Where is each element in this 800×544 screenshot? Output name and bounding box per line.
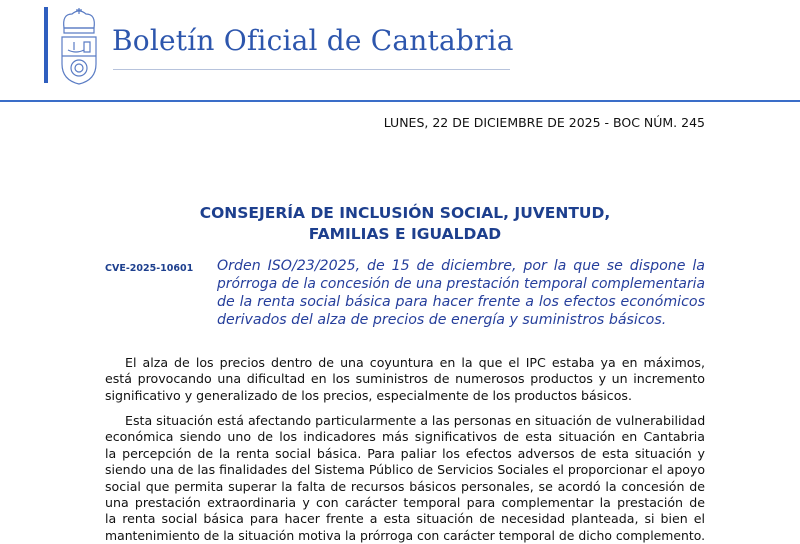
department-heading-line1: CONSEJERÍA DE INCLUSIÓN SOCIAL, JUVENTUD, bbox=[199, 204, 611, 222]
text-line: significativo y generalizado de los precios, especialmente de los productos básicos. bbox=[105, 387, 632, 403]
publication-title: Boletín Oficial de Cantabria bbox=[112, 24, 514, 57]
text-line: una prestación extraordinaria y con carácter temporal para complementar la prestación de bbox=[105, 495, 705, 511]
department-heading-line2: FAMILIAS E IGUALDAD bbox=[308, 225, 502, 243]
order-title-line: prórroga de la concesión de una prestación temporal complementaria bbox=[217, 276, 705, 292]
text-line: la percepción de la renta social básica. Para paliar los efectos adversos de esta situación y bbox=[105, 445, 705, 461]
order-title-line: de la renta social básica para hacer frente a los efectos económicos bbox=[217, 294, 705, 310]
text-line: está provocando una dificultad en los suministros de numerosos productos y un incremento bbox=[105, 371, 705, 387]
paragraph-1 bbox=[105, 355, 705, 404]
order-title bbox=[217, 257, 705, 329]
text-line: económica siendo uno de los indicadores más significativos de esta situación en Cantabria bbox=[105, 429, 705, 445]
order-title-line: derivados del alza de precios de energía y suministros básicos. bbox=[217, 312, 667, 328]
header-accent-bar bbox=[44, 7, 48, 83]
cantabria-coat-of-arms-icon bbox=[56, 6, 102, 86]
cve-code: CVE-2025-10601 bbox=[105, 263, 194, 274]
header-divider bbox=[0, 100, 800, 102]
department-heading bbox=[105, 203, 705, 245]
paragraph-2 bbox=[105, 413, 705, 544]
text-line: El alza de los precios dentro de una coyuntura en la que el IPC estaba ya en máximos, bbox=[125, 355, 705, 370]
order-title-line: Orden ISO/23/2025, de 15 de diciembre, por la que se dispone la bbox=[217, 258, 705, 274]
text-line: social que permita superar la falta de recursos básicos personales, se acordó la concesión de bbox=[105, 478, 705, 494]
text-line: la renta social básica para hacer frente a esta situación de necesidad planteada, si bien el bbox=[105, 511, 705, 527]
title-underline bbox=[113, 69, 510, 70]
text-line: siendo una de las finalidades del Sistema Público de Servicios Sociales el proporcionar el apoyo bbox=[105, 462, 705, 478]
issue-date-line: LUNES, 22 DE DICIEMBRE DE 2025 - BOC NÚM. 245 bbox=[383, 115, 705, 130]
text-line: Esta situación está afectando particularmente a las personas en situación de vulnerabilidad bbox=[125, 413, 706, 428]
text-line: mantenimiento de la situación motiva la prórroga con carácter temporal de dicho complemento. bbox=[105, 527, 706, 543]
